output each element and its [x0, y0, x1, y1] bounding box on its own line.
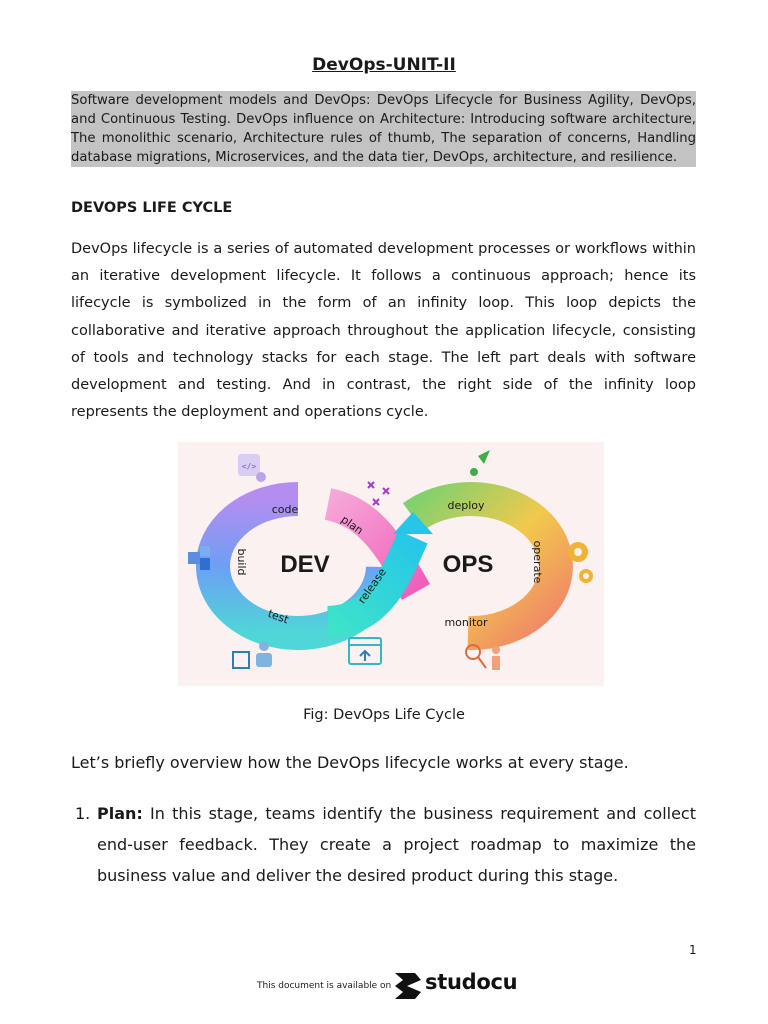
section-heading: DEVOPS LIFE CYCLE — [71, 200, 233, 216]
stage-monitor: monitor — [444, 616, 488, 629]
list-item-text: In this stage, teams identify the business requirement and collect end-user feedback. They create a project roadmap to maximize the business value and deliver the desired product during this stage. — [97, 804, 696, 885]
code-icon — [238, 454, 266, 482]
topics-summary: Software development models and DevOps: DevOps Lifecycle for Business Agility, DevOps, and Continuous Testing. DevOps influence on Architecture: Introducing software architecture, The monolithic scenario, Architecture rules of thumb, The separation of concerns, Handling database migrations, Microservices, and the data tier, DevOps, architecture, and resilience. — [71, 93, 696, 165]
list-item-number: 1. — [75, 804, 91, 823]
stage-plan: plan — [338, 512, 366, 538]
stage-code: code — [271, 503, 299, 516]
overview-sentence: Let’s briefly overview how the DevOps lifecycle works at every stage. — [71, 753, 629, 772]
plan-sketch-icon — [368, 482, 389, 505]
figure-caption: Fig: DevOps Life Cycle — [303, 707, 465, 723]
page-number: 1 — [689, 943, 697, 957]
stage-build: build — [235, 548, 248, 576]
document-title: DevOps-UNIT-II — [312, 55, 456, 75]
stage-operate: operate — [531, 540, 544, 584]
list-item-body — [97, 798, 696, 891]
devops-lifecycle-figure — [178, 442, 604, 686]
stage-release: release — [355, 565, 389, 607]
stage-list — [71, 798, 696, 891]
rocket-icon — [470, 450, 490, 476]
intro-paragraph: DevOps lifecycle is a series of automated development processes or workflows within an iterative development lifecycle. It follows a continuous approach; hence its lifecycle is symbolized in the form of an infinity loop. This loop depicts the collaborative and iterative approach throughout the application lifecycle, consisting of tools and technology stacks for each stage. The left part deals with software development and testing. And in contrast, the right side of the infinity loop represents the deployment and operations cycle. — [71, 241, 696, 421]
list-item — [71, 798, 696, 891]
studocu-logo-icon[interactable] — [393, 970, 423, 1006]
svg-text:</>: </> — [241, 462, 257, 471]
ops-label: OPS — [442, 551, 494, 578]
deploy-window-icon — [349, 638, 381, 664]
list-item-term: Plan: — [97, 804, 143, 823]
stage-test: test — [266, 606, 291, 627]
stage-deploy: deploy — [447, 499, 485, 512]
checklist-icon — [233, 641, 272, 668]
footer-available-text: This document is available on — [257, 981, 392, 991]
studocu-brand-link[interactable]: studocu — [425, 970, 518, 994]
dev-label: DEV — [280, 551, 330, 578]
